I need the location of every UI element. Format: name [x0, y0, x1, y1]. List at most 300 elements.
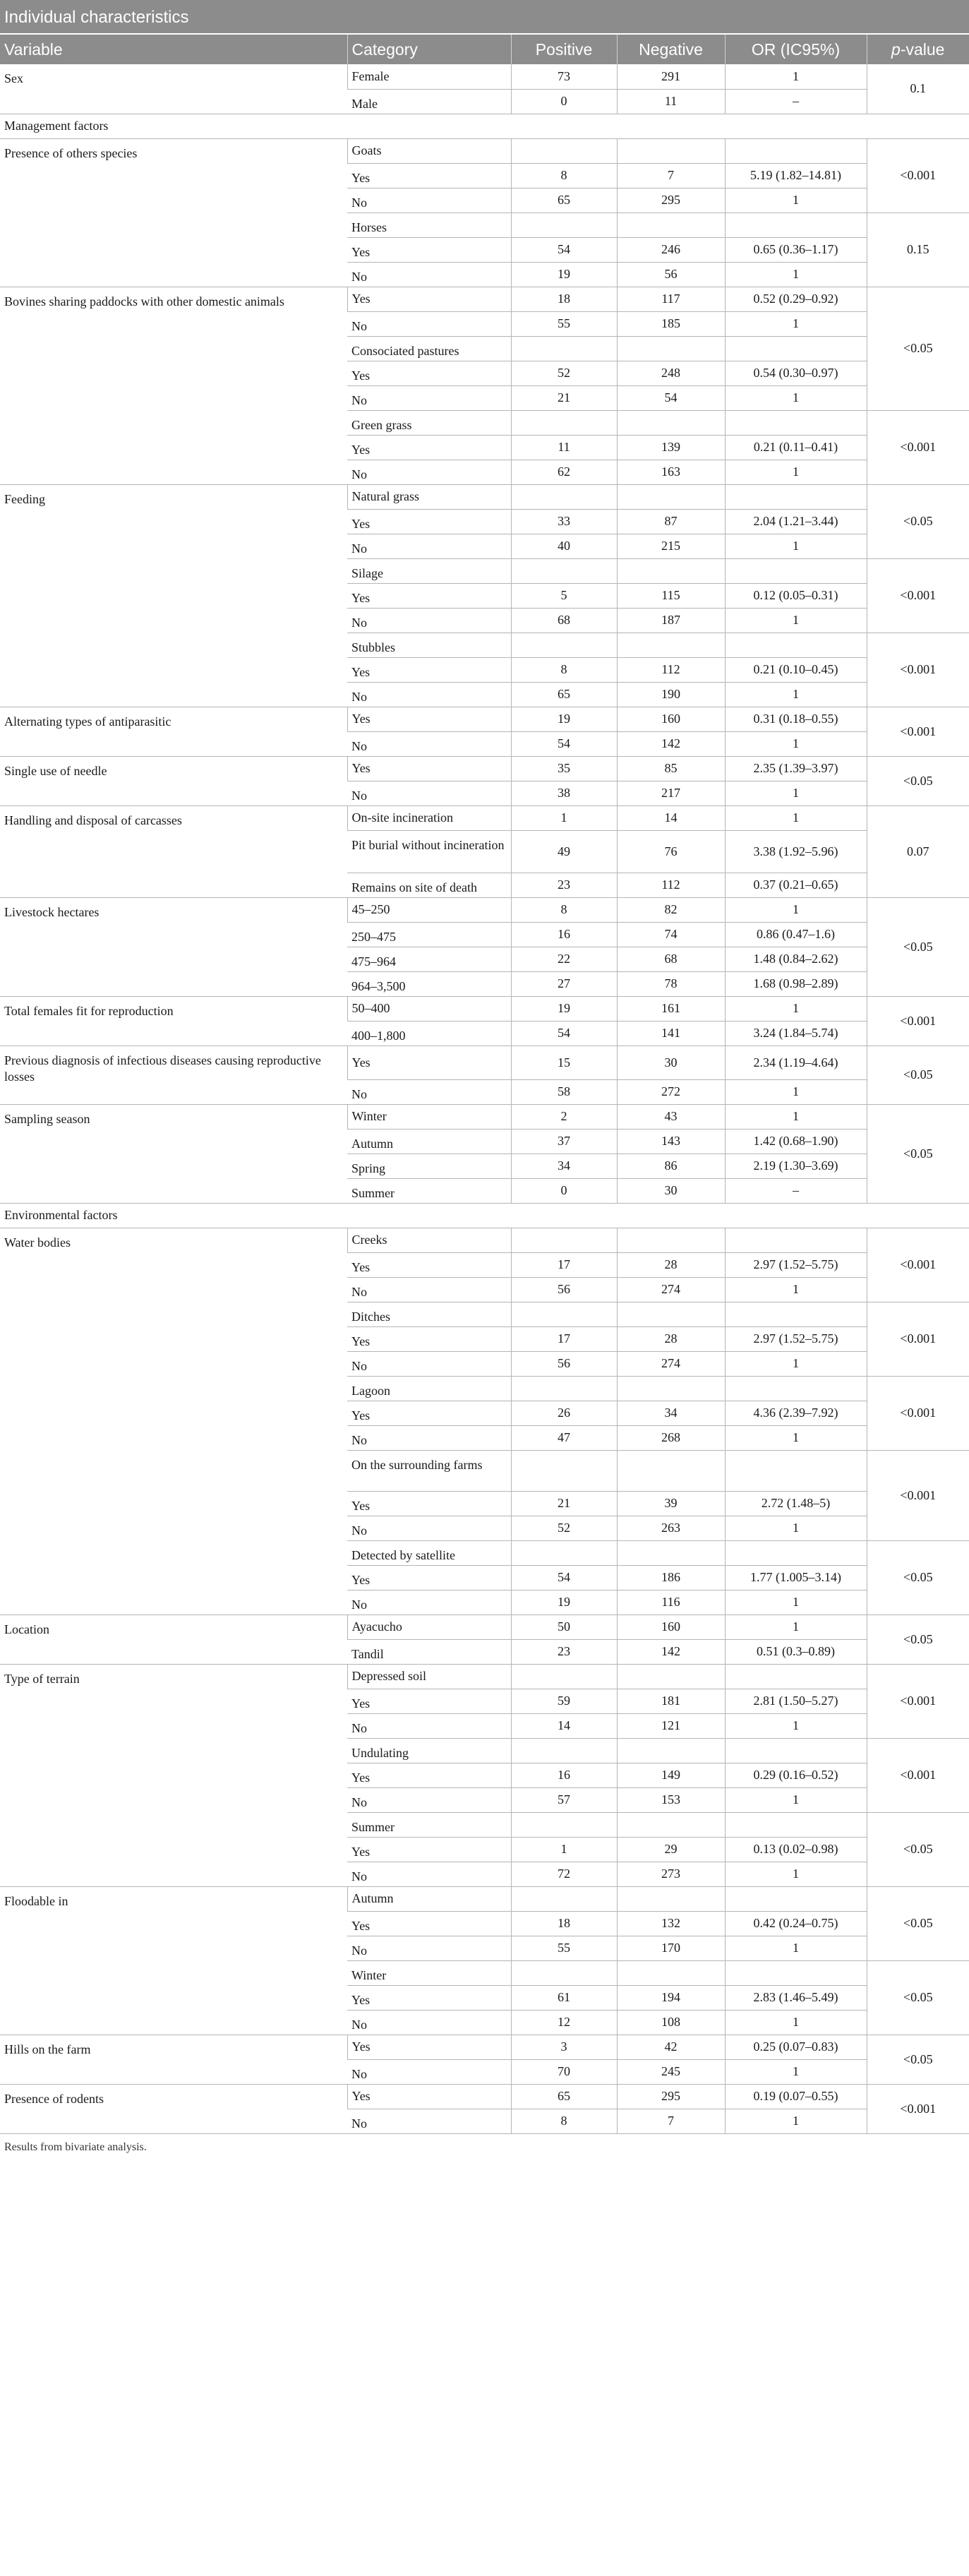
negative-cell: 291 — [617, 64, 725, 89]
category-cell: Winter — [347, 1104, 511, 1129]
negative-cell: 85 — [617, 756, 725, 781]
or-cell: 1 — [725, 188, 867, 212]
or-cell: 1 — [725, 1787, 867, 1812]
or-cell: 0.31 (0.18–0.55) — [725, 707, 867, 731]
header-category: Category — [347, 35, 511, 64]
variable-cell: Sampling season — [0, 1104, 347, 1203]
category-cell: Yes — [347, 1763, 511, 1787]
category-cell: Yes — [347, 1689, 511, 1713]
subgroup-cell: Ditches — [347, 1302, 511, 1326]
subgroup-cell: Undulating — [347, 1738, 511, 1763]
table-row — [0, 1046, 969, 1079]
positive-cell — [511, 558, 617, 583]
table-row — [0, 484, 969, 509]
table-row — [0, 756, 969, 781]
positive-cell: 1 — [511, 805, 617, 830]
or-cell: 4.36 (2.39–7.92) — [725, 1401, 867, 1425]
positive-cell: 2 — [511, 1104, 617, 1129]
or-cell: 3.38 (1.92–5.96) — [725, 830, 867, 873]
negative-cell: 190 — [617, 682, 725, 707]
positive-cell: 19 — [511, 262, 617, 287]
or-cell: 1 — [725, 1516, 867, 1540]
negative-cell: 74 — [617, 922, 725, 947]
positive-cell: 54 — [511, 1565, 617, 1590]
pvalue-cell: <0.05 — [867, 1540, 969, 1615]
or-cell — [725, 633, 867, 657]
pvalue-cell: <0.05 — [867, 1812, 969, 1886]
category-cell: 400–1,800 — [347, 1021, 511, 1046]
table-row — [0, 287, 969, 311]
or-cell: 2.34 (1.19–4.64) — [725, 1046, 867, 1079]
positive-cell: 56 — [511, 1277, 617, 1302]
category-cell: Yes — [347, 435, 511, 460]
negative-cell: 112 — [617, 873, 725, 897]
or-cell: 2.19 (1.30–3.69) — [725, 1154, 867, 1178]
negative-cell: 295 — [617, 188, 725, 212]
positive-cell: 33 — [511, 509, 617, 534]
category-cell: No — [347, 1277, 511, 1302]
category-cell: 964–3,500 — [347, 971, 511, 996]
or-cell: 1 — [725, 385, 867, 410]
negative-cell: 76 — [617, 830, 725, 873]
negative-cell — [617, 336, 725, 361]
negative-cell: 170 — [617, 1936, 725, 1960]
category-cell: No — [347, 2109, 511, 2133]
subgroup-cell: Stubbles — [347, 633, 511, 657]
section-row — [0, 1203, 969, 1228]
category-cell: 50–400 — [347, 996, 511, 1021]
or-cell: 1 — [725, 262, 867, 287]
positive-cell: 14 — [511, 1713, 617, 1738]
or-cell: 0.12 (0.05–0.31) — [725, 583, 867, 608]
header-pvalue-rest: -value — [900, 40, 945, 59]
subgroup-cell: Winter — [347, 1960, 511, 1985]
positive-cell: 19 — [511, 1590, 617, 1615]
or-cell: 1 — [725, 1615, 867, 1639]
positive-cell: 62 — [511, 460, 617, 484]
or-cell: 0.37 (0.21–0.65) — [725, 873, 867, 897]
variable-cell: Feeding — [0, 484, 347, 707]
category-cell: Yes — [347, 2084, 511, 2109]
positive-cell: 22 — [511, 947, 617, 971]
variable-cell: Total females fit for reproduction — [0, 996, 347, 1046]
negative-cell: 149 — [617, 1763, 725, 1787]
or-cell: 1 — [725, 1104, 867, 1129]
category-cell: No — [347, 1590, 511, 1615]
positive-cell: 35 — [511, 756, 617, 781]
or-cell — [725, 484, 867, 509]
table-row — [0, 996, 969, 1021]
category-cell: No — [347, 682, 511, 707]
positive-cell — [511, 1664, 617, 1689]
table-row — [0, 1228, 969, 1252]
positive-cell: 56 — [511, 1351, 617, 1376]
header-pvalue — [867, 35, 969, 64]
pvalue-cell: <0.001 — [867, 138, 969, 212]
pvalue-cell: <0.001 — [867, 558, 969, 633]
pvalue-cell: <0.05 — [867, 484, 969, 558]
or-cell — [725, 1812, 867, 1837]
positive-cell: 1 — [511, 1837, 617, 1862]
table-row — [0, 1886, 969, 1911]
negative-cell: 78 — [617, 971, 725, 996]
table-row — [0, 2084, 969, 2109]
positive-cell: 15 — [511, 1046, 617, 1079]
category-cell: Remains on site of death — [347, 873, 511, 897]
positive-cell: 61 — [511, 1985, 617, 2010]
or-cell: 0.13 (0.02–0.98) — [725, 1837, 867, 1862]
variable-cell: Hills on the farm — [0, 2035, 347, 2084]
positive-cell — [511, 484, 617, 509]
variable-cell: Single use of needle — [0, 756, 347, 805]
positive-cell — [511, 410, 617, 435]
negative-cell: 142 — [617, 1639, 725, 1664]
positive-cell — [511, 1228, 617, 1252]
positive-cell: 59 — [511, 1689, 617, 1713]
negative-cell: 268 — [617, 1425, 725, 1450]
negative-cell: 117 — [617, 287, 725, 311]
or-cell: 1 — [725, 2059, 867, 2084]
table-row — [0, 1615, 969, 1639]
negative-cell: 115 — [617, 583, 725, 608]
table-title: Individual characteristics — [0, 0, 969, 35]
or-cell — [725, 212, 867, 237]
category-cell: No — [347, 262, 511, 287]
or-cell: 1 — [725, 1590, 867, 1615]
table-row — [0, 1104, 969, 1129]
negative-cell — [617, 558, 725, 583]
positive-cell: 8 — [511, 2109, 617, 2133]
negative-cell: 273 — [617, 1862, 725, 1886]
category-cell: Yes — [347, 2035, 511, 2059]
table-row — [0, 1664, 969, 1689]
positive-cell: 11 — [511, 435, 617, 460]
negative-cell: 43 — [617, 1104, 725, 1129]
table-footnote: Results from bivariate analysis. — [4, 2140, 147, 2153]
variable-cell: Floodable in — [0, 1886, 347, 2035]
subgroup-cell: Detected by satellite — [347, 1540, 511, 1565]
negative-cell: 82 — [617, 897, 725, 922]
section-label: Management factors — [0, 114, 969, 138]
or-cell: 1 — [725, 731, 867, 756]
pvalue-cell: <0.05 — [867, 1046, 969, 1104]
table-row — [0, 138, 969, 163]
category-cell: No — [347, 608, 511, 633]
category-cell: Yes — [347, 287, 511, 311]
positive-cell: 54 — [511, 237, 617, 262]
negative-cell: 161 — [617, 996, 725, 1021]
table-row — [0, 64, 969, 89]
negative-cell: 245 — [617, 2059, 725, 2084]
category-cell: No — [347, 1862, 511, 1886]
table-row — [0, 707, 969, 731]
negative-cell: 263 — [617, 1516, 725, 1540]
positive-cell: 21 — [511, 1491, 617, 1516]
header-row — [0, 35, 969, 64]
section-row — [0, 114, 969, 138]
or-cell: 1 — [725, 1079, 867, 1104]
positive-cell: 8 — [511, 897, 617, 922]
or-cell: 0.21 (0.11–0.41) — [725, 435, 867, 460]
section-label: Environmental factors — [0, 1203, 969, 1228]
pvalue-cell: <0.001 — [867, 1376, 969, 1450]
category-cell: No — [347, 311, 511, 336]
negative-cell: 187 — [617, 608, 725, 633]
negative-cell: 42 — [617, 2035, 725, 2059]
or-cell — [725, 1886, 867, 1911]
or-cell: 1.77 (1.005–3.14) — [725, 1565, 867, 1590]
positive-cell: 27 — [511, 971, 617, 996]
or-cell: 1 — [725, 2010, 867, 2035]
negative-cell: 246 — [617, 237, 725, 262]
or-cell: 1 — [725, 1862, 867, 1886]
pvalue-cell: <0.05 — [867, 756, 969, 805]
subgroup-cell: Goats — [347, 138, 511, 163]
or-cell — [725, 1664, 867, 1689]
positive-cell: 73 — [511, 64, 617, 89]
positive-cell: 3 — [511, 2035, 617, 2059]
negative-cell: 274 — [617, 1277, 725, 1302]
positive-cell: 50 — [511, 1615, 617, 1639]
or-cell — [725, 1376, 867, 1401]
category-cell: No — [347, 731, 511, 756]
variable-cell: Type of terrain — [0, 1664, 347, 1886]
category-cell: Male — [347, 89, 511, 114]
or-cell — [725, 558, 867, 583]
or-cell: 1 — [725, 1425, 867, 1450]
negative-cell: 112 — [617, 657, 725, 682]
negative-cell: 108 — [617, 2010, 725, 2035]
positive-cell — [511, 138, 617, 163]
category-cell: Yes — [347, 1985, 511, 2010]
or-cell: 2.72 (1.48–5) — [725, 1491, 867, 1516]
positive-cell: 17 — [511, 1252, 617, 1277]
category-cell: Yes — [347, 1911, 511, 1936]
category-cell: Summer — [347, 1178, 511, 1203]
subgroup-cell: Lagoon — [347, 1376, 511, 1401]
category-cell: Yes — [347, 163, 511, 188]
category-cell: Female — [347, 64, 511, 89]
negative-cell: 295 — [617, 2084, 725, 2109]
header-variable: Variable — [0, 35, 347, 64]
or-cell — [725, 1960, 867, 1985]
or-cell: 1 — [725, 460, 867, 484]
positive-cell: 21 — [511, 385, 617, 410]
negative-cell — [617, 1960, 725, 1985]
negative-cell: 186 — [617, 1565, 725, 1590]
variable-cell: Presence of rodents — [0, 2084, 347, 2133]
header-or: OR (IC95%) — [725, 35, 867, 64]
pvalue-cell: <0.001 — [867, 996, 969, 1046]
category-cell: Pit burial without incineration — [347, 830, 511, 873]
negative-cell — [617, 212, 725, 237]
or-cell: 0.54 (0.30–0.97) — [725, 361, 867, 385]
negative-cell: 121 — [617, 1713, 725, 1738]
category-cell: No — [347, 1516, 511, 1540]
negative-cell: 30 — [617, 1046, 725, 1079]
negative-cell: 86 — [617, 1154, 725, 1178]
or-cell: 3.24 (1.84–5.74) — [725, 1021, 867, 1046]
subgroup-cell: Horses — [347, 212, 511, 237]
or-cell: 2.35 (1.39–3.97) — [725, 756, 867, 781]
negative-cell: 163 — [617, 460, 725, 484]
subgroup-cell: Silage — [347, 558, 511, 583]
positive-cell: 26 — [511, 1401, 617, 1425]
pvalue-cell: <0.001 — [867, 1664, 969, 1738]
category-cell: No — [347, 460, 511, 484]
negative-cell: 215 — [617, 534, 725, 558]
positive-cell: 8 — [511, 163, 617, 188]
category-cell: No — [347, 1936, 511, 1960]
negative-cell: 160 — [617, 1615, 725, 1639]
negative-cell: 87 — [617, 509, 725, 534]
category-cell: Yes — [347, 1401, 511, 1425]
negative-cell: 248 — [617, 361, 725, 385]
category-cell: Spring — [347, 1154, 511, 1178]
pvalue-cell: <0.001 — [867, 1738, 969, 1812]
subgroup-cell: Creeks — [347, 1228, 511, 1252]
variable-cell: Sex — [0, 64, 347, 114]
category-cell: No — [347, 2010, 511, 2035]
negative-cell: 272 — [617, 1079, 725, 1104]
category-cell: No — [347, 2059, 511, 2084]
category-cell: Autumn — [347, 1129, 511, 1154]
or-cell: – — [725, 1178, 867, 1203]
positive-cell: 54 — [511, 731, 617, 756]
category-cell: No — [347, 1713, 511, 1738]
category-cell: Yes — [347, 1252, 511, 1277]
pvalue-cell: <0.05 — [867, 1104, 969, 1203]
table-row — [0, 2035, 969, 2059]
or-cell: 2.97 (1.52–5.75) — [725, 1252, 867, 1277]
pvalue-cell: 0.1 — [867, 64, 969, 114]
or-cell: 0.65 (0.36–1.17) — [725, 237, 867, 262]
header-negative: Negative — [617, 35, 725, 64]
negative-cell: 274 — [617, 1351, 725, 1376]
or-cell: 1 — [725, 311, 867, 336]
category-cell: No — [347, 385, 511, 410]
or-cell: 0.25 (0.07–0.83) — [725, 2035, 867, 2059]
subgroup-cell: On the surrounding farms — [347, 1450, 511, 1491]
positive-cell: 16 — [511, 1763, 617, 1787]
negative-cell: 7 — [617, 163, 725, 188]
subgroup-cell: Summer — [347, 1812, 511, 1837]
category-cell: Yes — [347, 1837, 511, 1862]
negative-cell — [617, 1540, 725, 1565]
or-cell: 1 — [725, 534, 867, 558]
positive-cell: 16 — [511, 922, 617, 947]
pvalue-cell: <0.001 — [867, 707, 969, 756]
positive-cell — [511, 633, 617, 657]
positive-cell: 19 — [511, 996, 617, 1021]
category-cell: Yes — [347, 707, 511, 731]
negative-cell: 7 — [617, 2109, 725, 2133]
or-cell — [725, 138, 867, 163]
negative-cell: 56 — [617, 262, 725, 287]
or-cell: 0.42 (0.24–0.75) — [725, 1911, 867, 1936]
positive-cell: 65 — [511, 188, 617, 212]
positive-cell — [511, 212, 617, 237]
negative-cell: 132 — [617, 1911, 725, 1936]
negative-cell: 30 — [617, 1178, 725, 1203]
category-cell: No — [347, 534, 511, 558]
negative-cell — [617, 138, 725, 163]
negative-cell — [617, 1376, 725, 1401]
pvalue-cell: <0.001 — [867, 633, 969, 707]
variable-cell: Alternating types of antiparasitic — [0, 707, 347, 756]
or-cell: 0.52 (0.29–0.92) — [725, 287, 867, 311]
category-cell: No — [347, 1787, 511, 1812]
positive-cell: 68 — [511, 608, 617, 633]
category-cell: 250–475 — [347, 922, 511, 947]
negative-cell: 14 — [617, 805, 725, 830]
positive-cell: 0 — [511, 1178, 617, 1203]
positive-cell — [511, 1450, 617, 1491]
positive-cell — [511, 1812, 617, 1837]
or-cell: 2.97 (1.52–5.75) — [725, 1326, 867, 1351]
positive-cell: 8 — [511, 657, 617, 682]
negative-cell: 160 — [617, 707, 725, 731]
or-cell: 2.04 (1.21–3.44) — [725, 509, 867, 534]
negative-cell: 139 — [617, 435, 725, 460]
category-cell: Yes — [347, 361, 511, 385]
positive-cell: 40 — [511, 534, 617, 558]
positive-cell: 52 — [511, 1516, 617, 1540]
positive-cell: 72 — [511, 1862, 617, 1886]
category-cell: Yes — [347, 1565, 511, 1590]
positive-cell: 23 — [511, 873, 617, 897]
positive-cell: 57 — [511, 1787, 617, 1812]
or-cell: 0.29 (0.16–0.52) — [725, 1763, 867, 1787]
positive-cell — [511, 1886, 617, 1911]
negative-cell: 153 — [617, 1787, 725, 1812]
or-cell: 1 — [725, 1936, 867, 1960]
positive-cell: 5 — [511, 583, 617, 608]
or-cell — [725, 336, 867, 361]
category-cell: No — [347, 1079, 511, 1104]
category-cell: Tandil — [347, 1639, 511, 1664]
or-cell: 0.86 (0.47–1.6) — [725, 922, 867, 947]
subgroup-cell: Autumn — [347, 1886, 511, 1911]
positive-cell: 12 — [511, 2010, 617, 2035]
positive-cell: 65 — [511, 682, 617, 707]
negative-cell — [617, 484, 725, 509]
or-cell: 1 — [725, 781, 867, 805]
negative-cell: 194 — [617, 1985, 725, 2010]
or-cell: 5.19 (1.82–14.81) — [725, 163, 867, 188]
pvalue-cell: 0.15 — [867, 212, 969, 287]
variable-cell: Location — [0, 1615, 347, 1664]
or-cell — [725, 410, 867, 435]
or-cell — [725, 1738, 867, 1763]
negative-cell: 28 — [617, 1326, 725, 1351]
category-cell: No — [347, 188, 511, 212]
negative-cell — [617, 1450, 725, 1491]
negative-cell: 181 — [617, 1689, 725, 1713]
variable-cell: Livestock hectares — [0, 897, 347, 996]
or-cell — [725, 1540, 867, 1565]
category-cell: Ayacucho — [347, 1615, 511, 1639]
negative-cell: 39 — [617, 1491, 725, 1516]
positive-cell: 65 — [511, 2084, 617, 2109]
pvalue-cell: <0.001 — [867, 1302, 969, 1376]
pvalue-cell: <0.001 — [867, 1450, 969, 1540]
negative-cell: 29 — [617, 1837, 725, 1862]
negative-cell — [617, 1812, 725, 1837]
negative-cell: 142 — [617, 731, 725, 756]
negative-cell — [617, 1664, 725, 1689]
pvalue-cell: <0.05 — [867, 897, 969, 996]
